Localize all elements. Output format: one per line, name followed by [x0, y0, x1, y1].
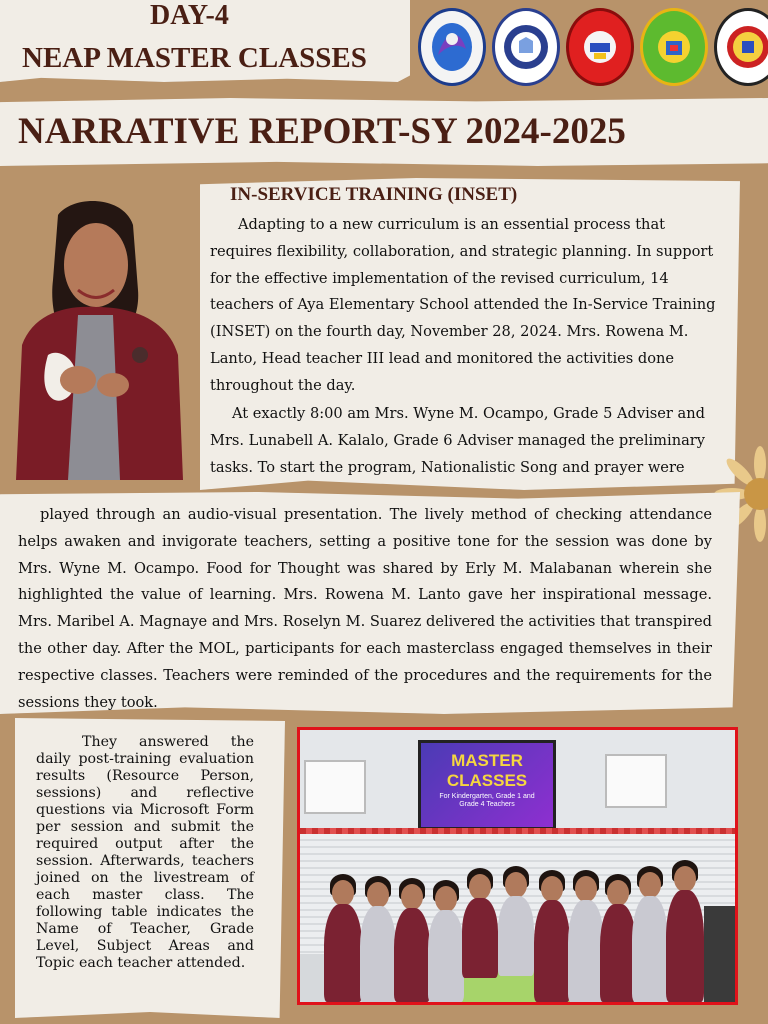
group-photo	[297, 727, 738, 1005]
teacher-figure	[600, 874, 636, 1002]
school-seal-icon	[714, 8, 768, 86]
screen-subtitle: For Kindergarten, Grade 1 and Grade 4 Teachers	[439, 793, 535, 808]
screen-title-classes: CLASSES	[446, 771, 528, 790]
teacher-figure	[568, 870, 604, 1002]
teacher-figure	[666, 860, 704, 1002]
teacher-figure	[324, 874, 362, 1002]
teacher-figure	[394, 878, 430, 1002]
poster-right	[605, 754, 667, 808]
paragraph-3: played through an audio-visual presentation. The lively method of checking attendance helps awaken and invigorate teachers, setting a positive tone for the session was done by Mrs. Wyne M. Ocampo. Food for Thought was shared by Erly M. Malabanan wherein she highlighted the value of learning. Mrs. Rowena M. Lanto gave her inspirational message. Mrs. Maribel A. Magnaye and Mrs. Roselyn M. Suarez delivered the activities that transpired the other day. After the MOL, participants for each masterclass engaged themselves in their respective classes. Teachers were reminded of the procedures and the requirements for the sessions they took.	[18, 506, 712, 711]
screen-title-master: MASTER	[451, 751, 523, 770]
masterclass-label: NEAP MASTER CLASSES	[22, 42, 367, 74]
teacher-figure	[428, 880, 464, 1002]
logo-row	[418, 8, 768, 86]
paragraph-1: Adapting to a new curriculum is an essential process that requires flexibility, collaboration, and strategic planning. In support for the effective implementation of the revised curriculum, 14 teachers of Aya Elementary School attended the In-Service Training (INSET) on the fourth day, November 28, 2024. Mrs. Rowena M. Lanto, Head teacher III lead and monitored the activities done throughout the day.	[210, 216, 716, 394]
side-table	[704, 906, 735, 1002]
section-heading: IN-SERVICE TRAINING (INSET)	[230, 184, 518, 205]
teacher-figure	[632, 866, 668, 1002]
deped-region-seal-icon	[566, 8, 634, 86]
speaker-photo	[8, 195, 183, 480]
day-label: DAY-4	[150, 0, 229, 31]
district-seal-icon	[640, 8, 708, 86]
deped-national-seal-icon	[492, 8, 560, 86]
paragraph-2: At exactly 8:00 am Mrs. Wyne M. Ocampo, Grade 5 Adviser and Mrs. Lunabell A. Kalalo, Grade 6 Adviser managed the preliminary tasks. To start the program, Nationalistic Song and prayer were	[210, 405, 706, 476]
paragraph-4: They answered the daily post-training evaluation results (Resource Person, sessions) and reflective questions via Microsoft Form per session and submit the required output after the session. Afterwards, teachers joined on the livestream of each master class. The following table indicates the Name of Teacher, Grade Level, Subject Areas and Topic each teacher attended.	[36, 734, 254, 971]
teacher-figure	[534, 870, 570, 1002]
poster-left	[304, 760, 366, 814]
deped-division-seal-icon	[418, 8, 486, 86]
teacher-figure	[462, 868, 498, 978]
report-title: NARRATIVE REPORT-SY 2024-2025	[18, 111, 626, 152]
teacher-figure	[360, 876, 396, 1002]
tv-screen	[418, 740, 556, 830]
teacher-figure	[498, 866, 534, 976]
